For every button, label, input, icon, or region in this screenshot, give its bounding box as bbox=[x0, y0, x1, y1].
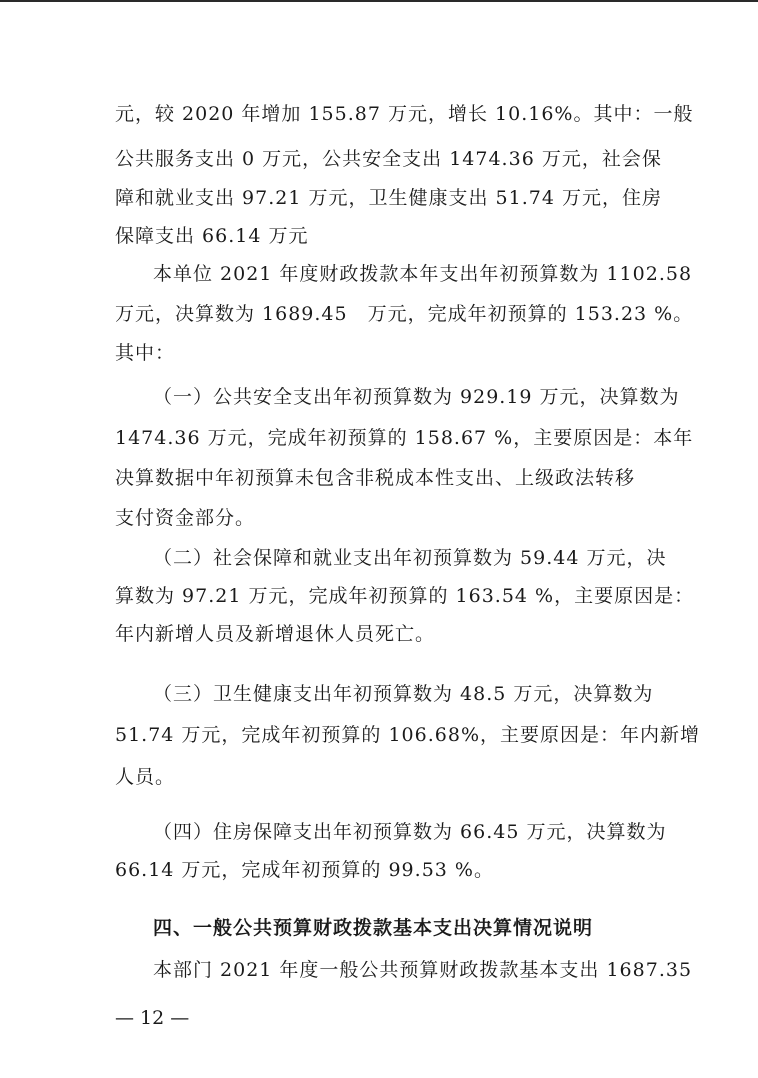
text-line: 年内新增人员及新增退休人员死亡。 bbox=[115, 623, 436, 645]
section-heading: 四、一般公共预算财政拨款基本支出决算情况说明 bbox=[153, 917, 594, 939]
text-line: 本单位 2021 年度财政拨款本年支出年初预算数为 1102.58 bbox=[153, 263, 693, 285]
text-line: 万元，决算数为 1689.45 万元，完成年初预算的 153.23 %。 bbox=[115, 303, 694, 325]
text-line: 障和就业支出 97.21 万元，卫生健康支出 51.74 万元，住房 bbox=[115, 187, 662, 209]
page-number: — 12 — bbox=[115, 1007, 190, 1029]
text-line: （四）住房保障支出年初预算数为 66.45 万元，决算数为 bbox=[153, 821, 667, 843]
text-line: 算数为 97.21 万元，完成年初预算的 163.54 %，主要原因是： bbox=[115, 585, 695, 607]
text-line: 保障支出 66.14 万元 bbox=[115, 225, 309, 247]
text-line: （三）卫生健康支出年初预算数为 48.5 万元，决算数为 bbox=[153, 683, 654, 705]
text-line: （一）公共安全支出年初预算数为 929.19 万元，决算数为 bbox=[153, 386, 680, 408]
text-line: 公共服务支出 0 万元，公共安全支出 1474.36 万元，社会保 bbox=[115, 148, 662, 170]
text-line: 决算数据中年初预算未包含非税成本性支出、上级政法转移 bbox=[115, 467, 636, 489]
text-line: 元，较 2020 年增加 155.87 万元，增长 10.16%。其中：一般 bbox=[115, 103, 694, 125]
text-line: 51.74 万元，完成年初预算的 106.68%，主要原因是：年内新增 bbox=[115, 724, 701, 746]
scan-top-edge bbox=[0, 0, 758, 2]
text-line: 66.14 万元，完成年初预算的 99.53 %。 bbox=[115, 859, 494, 881]
text-line: （二）社会保障和就业支出年初预算数为 59.44 万元，决 bbox=[153, 547, 667, 569]
text-line: 人员。 bbox=[115, 766, 176, 788]
text-line: 其中： bbox=[115, 342, 176, 364]
text-line: 本部门 2021 年度一般公共预算财政拨款基本支出 1687.35 bbox=[153, 959, 693, 981]
text-line: 支付资金部分。 bbox=[115, 507, 256, 529]
text-line: 1474.36 万元，完成年初预算的 158.67 %，主要原因是：本年 bbox=[115, 427, 694, 449]
